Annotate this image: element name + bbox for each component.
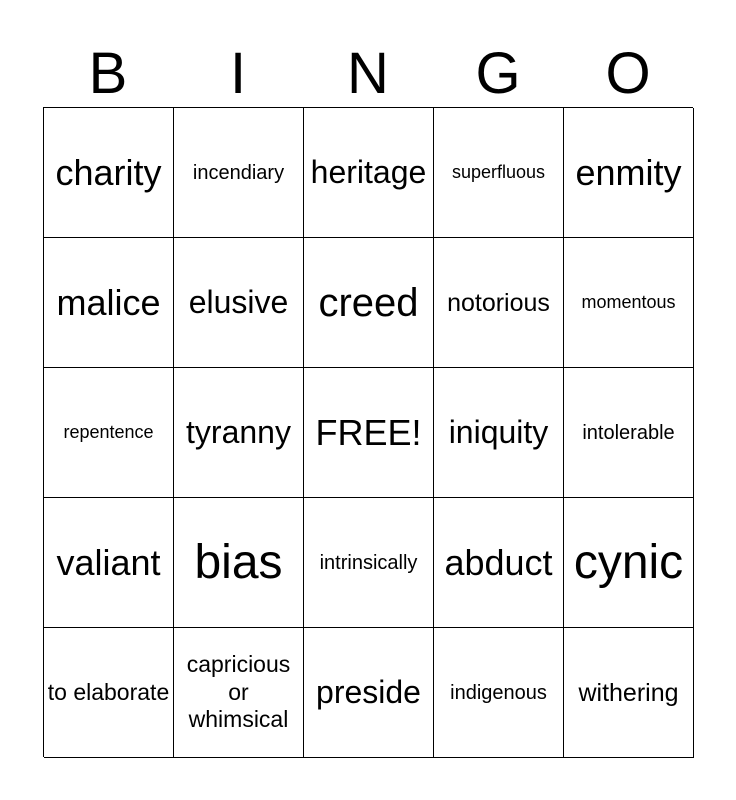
bingo-cell[interactable]: elusive xyxy=(174,238,304,368)
bingo-cell[interactable]: bias xyxy=(174,498,304,628)
bingo-header xyxy=(43,40,693,108)
bingo-cell[interactable]: incendiary xyxy=(174,108,304,238)
bingo-cell[interactable]: intrinsically xyxy=(304,498,434,628)
bingo-cell[interactable]: capricious or whimsical xyxy=(174,628,304,758)
bingo-cell[interactable]: momentous xyxy=(564,238,694,368)
bingo-cell[interactable]: to elaborate xyxy=(44,628,174,758)
bingo-cell[interactable]: repentence xyxy=(44,368,174,498)
header-letter-g: G xyxy=(475,41,521,106)
bingo-cell[interactable]: charity xyxy=(44,108,174,238)
bingo-cell[interactable]: withering xyxy=(564,628,694,758)
bingo-cell[interactable]: iniquity xyxy=(434,368,564,498)
bingo-cell[interactable]: preside xyxy=(304,628,434,758)
bingo-cell[interactable]: valiant xyxy=(44,498,174,628)
bingo-board xyxy=(43,107,693,757)
bingo-cell[interactable]: tyranny xyxy=(174,368,304,498)
bingo-cell[interactable]: intolerable xyxy=(564,368,694,498)
header-letter-i: I xyxy=(229,41,247,106)
bingo-cell[interactable]: notorious xyxy=(434,238,564,368)
bingo-cell[interactable]: creed xyxy=(304,238,434,368)
free-space-cell[interactable]: FREE! xyxy=(304,368,434,498)
header-letter-o: O xyxy=(605,41,651,106)
bingo-cell[interactable]: enmity xyxy=(564,108,694,238)
header-letter-n: N xyxy=(347,41,389,106)
header-letter-b: B xyxy=(88,41,128,106)
bingo-cell[interactable]: superfluous xyxy=(434,108,564,238)
bingo-cell[interactable]: abduct xyxy=(434,498,564,628)
bingo-cell[interactable]: cynic xyxy=(564,498,694,628)
bingo-cell[interactable]: malice xyxy=(44,238,174,368)
bingo-cell[interactable]: heritage xyxy=(304,108,434,238)
bingo-cell[interactable]: indigenous xyxy=(434,628,564,758)
